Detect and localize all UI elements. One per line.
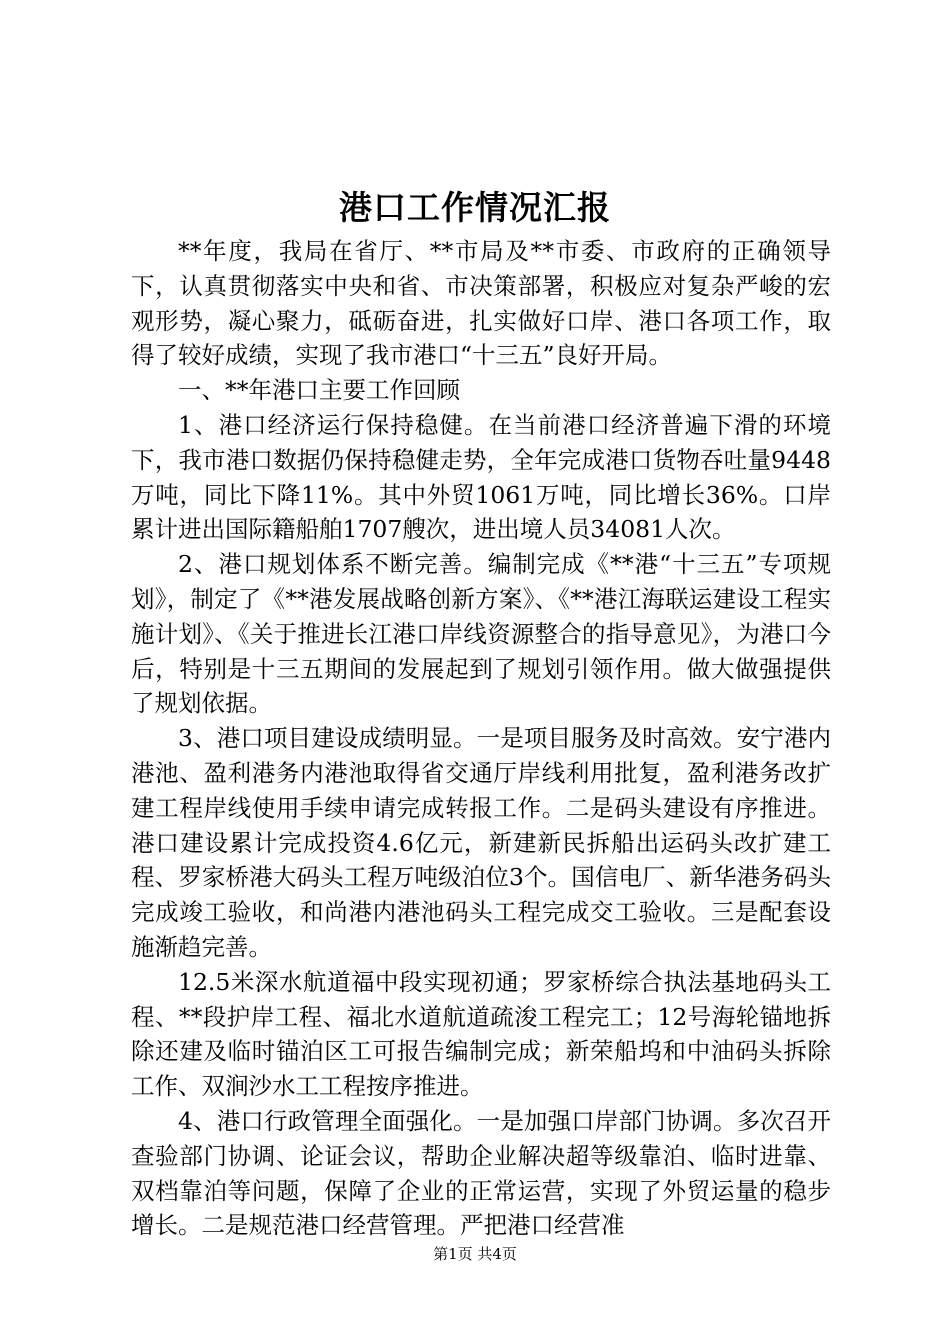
paragraph-intro: **年度，我局在省厅、**市局及**市委、市政府的正确领导下，认真贯彻落实中央和省、市决策部署，积极应对复杂严峻的宏观形势，凝心聚力，砥砺奋进，扎实做好口岸、港口各项工作，取得了较好成绩，实现了我市港口“十三五”良好开局。 — [131, 237, 831, 370]
document-body — [131, 234, 831, 1243]
document-title: 港口工作情况汇报 — [339, 188, 611, 227]
paragraph-economy: 1、港口经济运行保持稳健。在当前港口经济普遍下滑的环境下，我市港口数据仍保持稳健走势，全年完成港口货物吞吐量9448万吨，同比下降11%。其中外贸1061万吨，同比增长36%。口岸累计进出国际籍船舶1707艘次，进出境人员34081人次。 — [131, 410, 831, 544]
paragraph-projects: 3、港口项目建设成绩明显。一是项目服务及时高效。安宁港内港池、盈利港务内港池取得省交通厅岸线利用批复，盈利港务改扩建工程岸线使用手续申请完成转报工作。二是码头建设有序推进。港口建设累计完成投资4.6亿元，新建新民拆船出运码头改扩建工程、罗家桥港大码头工程万吨级泊位3个。国信电厂、新华港务码头完成竣工验收，和尚港内港池码头工程完成交工验收。三是配套设施渐趋完善。 — [131, 724, 831, 961]
paragraph-administration: 4、港口行政管理全面强化。一是加强口岸部门协调。多次召开查验部门协调、论证会议，帮助企业解决超等级靠泊、临时进靠、双档靠泊等问题，保障了企业的正常运营，实现了外贸运量的稳步增长。二是规范港口经营管理。严把港口经营准 — [131, 1106, 831, 1240]
paragraph-facilities: 12.5米深水航道福中段实现初通；罗家桥综合执法基地码头工程、**段护岸工程、福北水道航道疏浚工程完工；12号海轮锚地拆除还建及临时锚泊区工可报告编制完成；新荣船坞和中油码头拆除工作、双涧沙水工工程按序推进。 — [131, 967, 831, 1101]
section-heading: 一、**年港口主要工作回顾 — [178, 376, 460, 405]
page-footer: 第1页 共4页 — [433, 1245, 517, 1263]
paragraph-planning: 2、港口规划体系不断完善。编制完成《**港“十三五”专项规划》，制定了《**港发展战略创新方案》、《**港江海联运建设工程实施计划》、《关于推进长江港口岸线资源整合的指导意见》，为港口今后，特别是十三五期间的发展起到了规划引领作用。做大做强提供了规划依据。 — [131, 550, 831, 718]
